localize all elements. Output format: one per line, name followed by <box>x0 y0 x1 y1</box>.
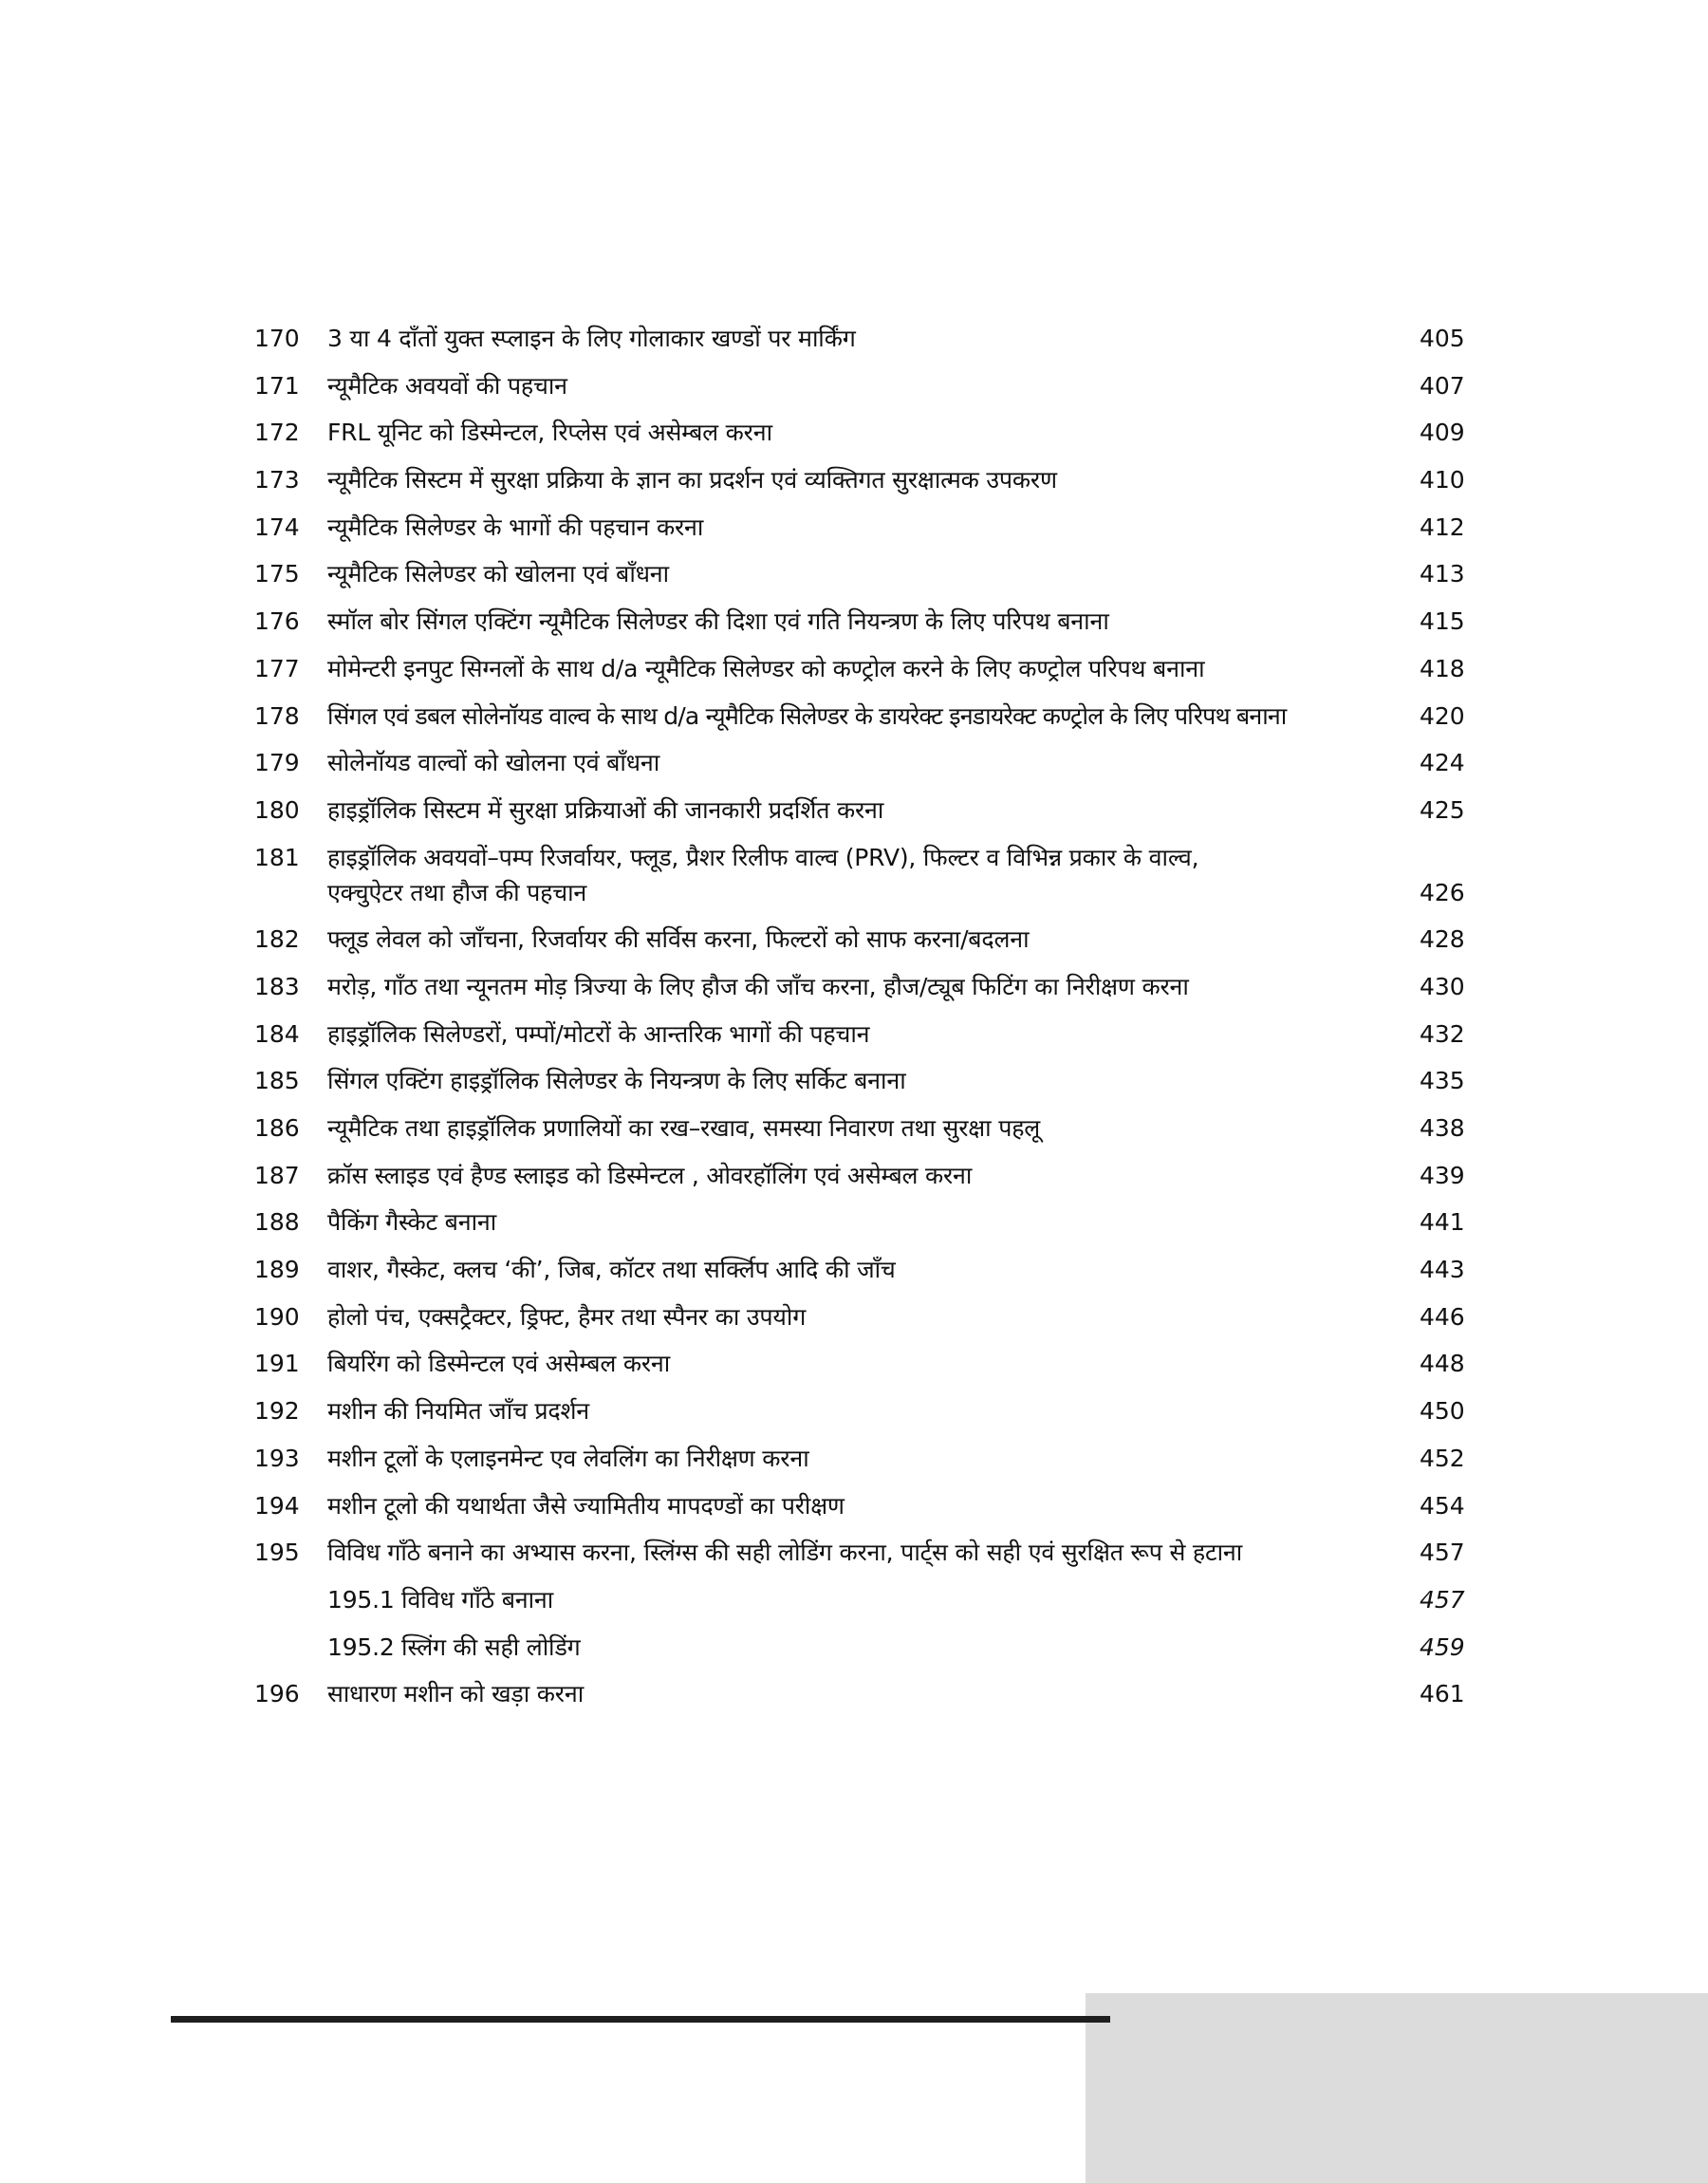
entry-number: 186 <box>254 1114 300 1142</box>
entry-page: 457 <box>1420 1539 1465 1567</box>
entry-page: 452 <box>1420 1444 1465 1472</box>
entry-title: विविध गाँठे बनाने का अभ्यास करना, स्लिंग्स की सही लोडिंग करना, पार्ट्स को सही एवं सुरक्षित रूप से हटाना <box>327 1539 1243 1567</box>
entry-page: 446 <box>1420 1302 1465 1331</box>
toc-row-196[interactable] <box>254 1676 1463 1711</box>
toc-row-184[interactable] <box>254 1017 1463 1052</box>
entry-page: 435 <box>1420 1067 1465 1095</box>
entry-page: 424 <box>1420 749 1465 777</box>
footer-gray-block <box>1086 1993 1708 2183</box>
toc-row-175[interactable] <box>254 556 1463 591</box>
entry-number: 173 <box>254 466 300 494</box>
entry-page: 450 <box>1420 1397 1465 1426</box>
entry-page: 443 <box>1420 1256 1465 1284</box>
toc-row-182[interactable] <box>254 922 1463 957</box>
entry-title: मशीन की नियमित जाँच प्रदर्शन <box>327 1397 589 1426</box>
entry-page: 448 <box>1420 1350 1465 1378</box>
entry-title: होलो पंच, एक्सट्रैक्टर, ड्रिफ्ट, हैमर तथा स्पैनर का उपयोग <box>327 1302 807 1331</box>
toc-row-193[interactable] <box>254 1441 1463 1476</box>
entry-page: 405 <box>1420 325 1465 352</box>
entry-number: 176 <box>254 607 300 636</box>
table-of-contents <box>254 321 1463 1724</box>
entry-title: पैकिंग गैस्केट बनाना <box>327 1208 497 1237</box>
entry-page: 432 <box>1420 1019 1465 1048</box>
entry-title: हाइड्रॉलिक अवयवों–पम्प रिजर्वायर, फ्लूड, प्रैशर रिलीफ वाल्व (PRV), फिल्टर व विभिन्न प्रकार के वाल्व, एक्चुऐटर तथा हौज की पहचान <box>327 843 1199 906</box>
entry-title: न्यूमैटिक तथा हाइड्रॉलिक प्रणालियों का रख–रखाव, समस्या निवारण तथा सुरक्षा पहलू <box>327 1114 1041 1142</box>
subentry-page: 459 <box>1420 1633 1465 1661</box>
entry-number: 179 <box>254 749 300 777</box>
subentry-number: 195.2 <box>327 1633 395 1661</box>
entry-number: 189 <box>254 1256 300 1284</box>
toc-subrow-195-1[interactable] <box>254 1582 1463 1617</box>
entry-number: 182 <box>254 925 300 954</box>
toc-row-190[interactable] <box>254 1299 1463 1334</box>
entry-number: 191 <box>254 1350 300 1378</box>
entry-title: न्यूमैटिक अवयवों की पहचान <box>327 371 567 400</box>
entry-title: हाइड्रॉलिक सिलेण्डरों, पम्पों/मोटरों के आन्तरिक भागों की पहचान <box>327 1019 870 1048</box>
entry-number: 187 <box>254 1161 300 1189</box>
toc-row-170[interactable] <box>254 321 1463 356</box>
entry-number: 178 <box>254 701 300 730</box>
entry-title: न्यूमैटिक सिस्टम में सुरक्षा प्रक्रिया के ज्ञान का प्रदर्शन एवं व्यक्तिगत सुरक्षात्मक उपकरण <box>327 466 1057 494</box>
entry-number: 177 <box>254 654 300 682</box>
entry-page: 420 <box>1420 701 1465 730</box>
toc-row-173[interactable] <box>254 462 1463 497</box>
subentry-number: 195.1 <box>327 1585 395 1614</box>
footer-rule <box>171 2016 1110 2023</box>
entry-page: 425 <box>1420 795 1465 824</box>
entry-number: 190 <box>254 1302 300 1331</box>
entry-title: सोलेनॉयड वाल्वों को खोलना एवं बाँधना <box>327 749 660 777</box>
entry-page: 441 <box>1420 1208 1465 1237</box>
entry-title: वाशर, गैस्केट, क्लच ‘की’, जिब, कॉटर तथा सर्क्लिप आदि की जाँच <box>327 1256 896 1284</box>
entry-number: 195 <box>254 1539 300 1567</box>
entry-page: 428 <box>1420 925 1465 954</box>
toc-row-186[interactable] <box>254 1110 1463 1146</box>
entry-page: 439 <box>1420 1161 1465 1189</box>
subentry-title: स्लिंग की सही लोडिंग <box>401 1633 581 1661</box>
entry-number: 185 <box>254 1067 300 1095</box>
entry-page: 412 <box>1420 513 1465 541</box>
toc-row-171[interactable] <box>254 368 1463 403</box>
entry-number: 196 <box>254 1680 300 1708</box>
entry-number: 192 <box>254 1397 300 1426</box>
toc-row-185[interactable] <box>254 1063 1463 1098</box>
toc-row-187[interactable] <box>254 1158 1463 1193</box>
entry-page: 418 <box>1420 654 1465 682</box>
entry-number: 180 <box>254 795 300 824</box>
entry-page: 415 <box>1420 607 1465 636</box>
entry-page: 426 <box>1420 878 1465 906</box>
entry-number: 194 <box>254 1491 300 1520</box>
toc-row-189[interactable] <box>254 1252 1463 1287</box>
entry-page: 413 <box>1420 560 1465 588</box>
toc-row-177[interactable] <box>254 651 1463 686</box>
entry-title: न्यूमैटिक सिलेण्डर को खोलना एवं बाँधना <box>327 560 669 588</box>
entry-number: 183 <box>254 972 300 1000</box>
toc-row-183[interactable] <box>254 969 1463 1004</box>
entry-title: साधारण मशीन को खड़ा करना <box>327 1680 584 1708</box>
entry-number: 181 <box>254 843 300 871</box>
subentry-title: विविध गाँठे बनाना <box>401 1585 554 1614</box>
entry-number: 171 <box>254 371 300 400</box>
entry-title: स्मॉल बोर सिंगल एक्टिंग न्यूमैटिक सिलेण्डर की दिशा एवं गति नियन्त्रण के लिए परिपथ बनाना <box>327 607 1109 636</box>
entry-page: 410 <box>1420 466 1465 494</box>
entry-number: 174 <box>254 513 300 541</box>
subentry-page: 457 <box>1420 1585 1465 1614</box>
entry-title: न्यूमैटिक सिलेण्डर के भागों की पहचान करना <box>327 513 704 541</box>
entry-number: 175 <box>254 560 300 588</box>
entry-page: 407 <box>1420 371 1465 400</box>
toc-row-174[interactable] <box>254 510 1463 545</box>
toc-subrow-195-2[interactable] <box>254 1630 1463 1665</box>
toc-row-192[interactable] <box>254 1393 1463 1428</box>
entry-page: 430 <box>1420 972 1465 1000</box>
entry-number: 193 <box>254 1444 300 1472</box>
toc-row-181[interactable] <box>254 840 1463 910</box>
entry-page: 438 <box>1420 1114 1465 1142</box>
toc-row-180[interactable] <box>254 793 1463 828</box>
entry-number: 188 <box>254 1208 300 1237</box>
entry-title: मरोड़, गाँठ तथा न्यूनतम मोड़ त्रिज्या के लिए हौज की जाँच करना, हौज/ट्यूब फिटिंग का निरीक्षण करना <box>327 972 1189 1000</box>
toc-row-194[interactable] <box>254 1488 1463 1523</box>
toc-row-179[interactable] <box>254 745 1463 780</box>
entry-page: 409 <box>1420 419 1465 447</box>
toc-row-191[interactable] <box>254 1346 1463 1381</box>
entry-number: 170 <box>254 325 300 352</box>
entry-title: सिंगल एवं डबल सोलेनॉयड वाल्व के साथ d/a न्यूमैटिक सिलेण्डर के डायरेक्ट इनडायरेक्ट कण्ट्रोल के लिए परिपथ बनाना <box>327 701 1287 730</box>
toc-row-178[interactable] <box>254 699 1463 734</box>
toc-row-176[interactable] <box>254 604 1463 639</box>
entry-title: हाइड्रॉलिक सिस्टम में सुरक्षा प्रक्रियाओं की जानकारी प्रदर्शित करना <box>327 795 884 824</box>
entry-title: मशीन टूलो की यथार्थता जैसे ज्यामितीय मापदण्डों का परीक्षण <box>327 1491 845 1520</box>
entry-number: 172 <box>254 419 300 447</box>
entry-page: 461 <box>1420 1680 1465 1708</box>
toc-row-195[interactable] <box>254 1535 1463 1570</box>
entry-title: फ्लूड लेवल को जाँचना, रिजर्वायर की सर्विस करना, फिल्टरों को साफ करना/बदलना <box>327 925 1030 954</box>
entry-title: 3 या 4 दाँतों युक्त स्प्लाइन के लिए गोलाकार खण्डों पर मार्किंग <box>327 325 856 352</box>
entry-title: FRL यूनिट को डिस्मेन्टल, रिप्लेस एवं असेम्बल करना <box>327 419 772 447</box>
toc-row-188[interactable] <box>254 1204 1463 1240</box>
entry-number: 184 <box>254 1019 300 1048</box>
entry-title: क्रॉस स्लाइड एवं हैण्ड स्लाइड को डिस्मेन्टल , ओवरहॉलिंग एवं असेम्बल करना <box>327 1161 973 1189</box>
entry-title: मोमेन्टरी इनपुट सिग्नलों के साथ d/a न्यूमैटिक सिलेण्डर को कण्ट्रोल करने के लिए कण्ट्रोल परिपथ बनाना <box>327 654 1205 682</box>
entry-page: 454 <box>1420 1491 1465 1520</box>
entry-title: बियरिंग को डिस्मेन्टल एवं असेम्बल करना <box>327 1350 671 1378</box>
entry-title: सिंगल एक्टिंग हाइड्रॉलिक सिलेण्डर के नियन्त्रण के लिए सर्किट बनाना <box>327 1067 906 1095</box>
toc-row-172[interactable] <box>254 415 1463 450</box>
entry-title: मशीन टूलों के एलाइनमेन्ट एव लेवलिंग का निरीक्षण करना <box>327 1444 809 1472</box>
